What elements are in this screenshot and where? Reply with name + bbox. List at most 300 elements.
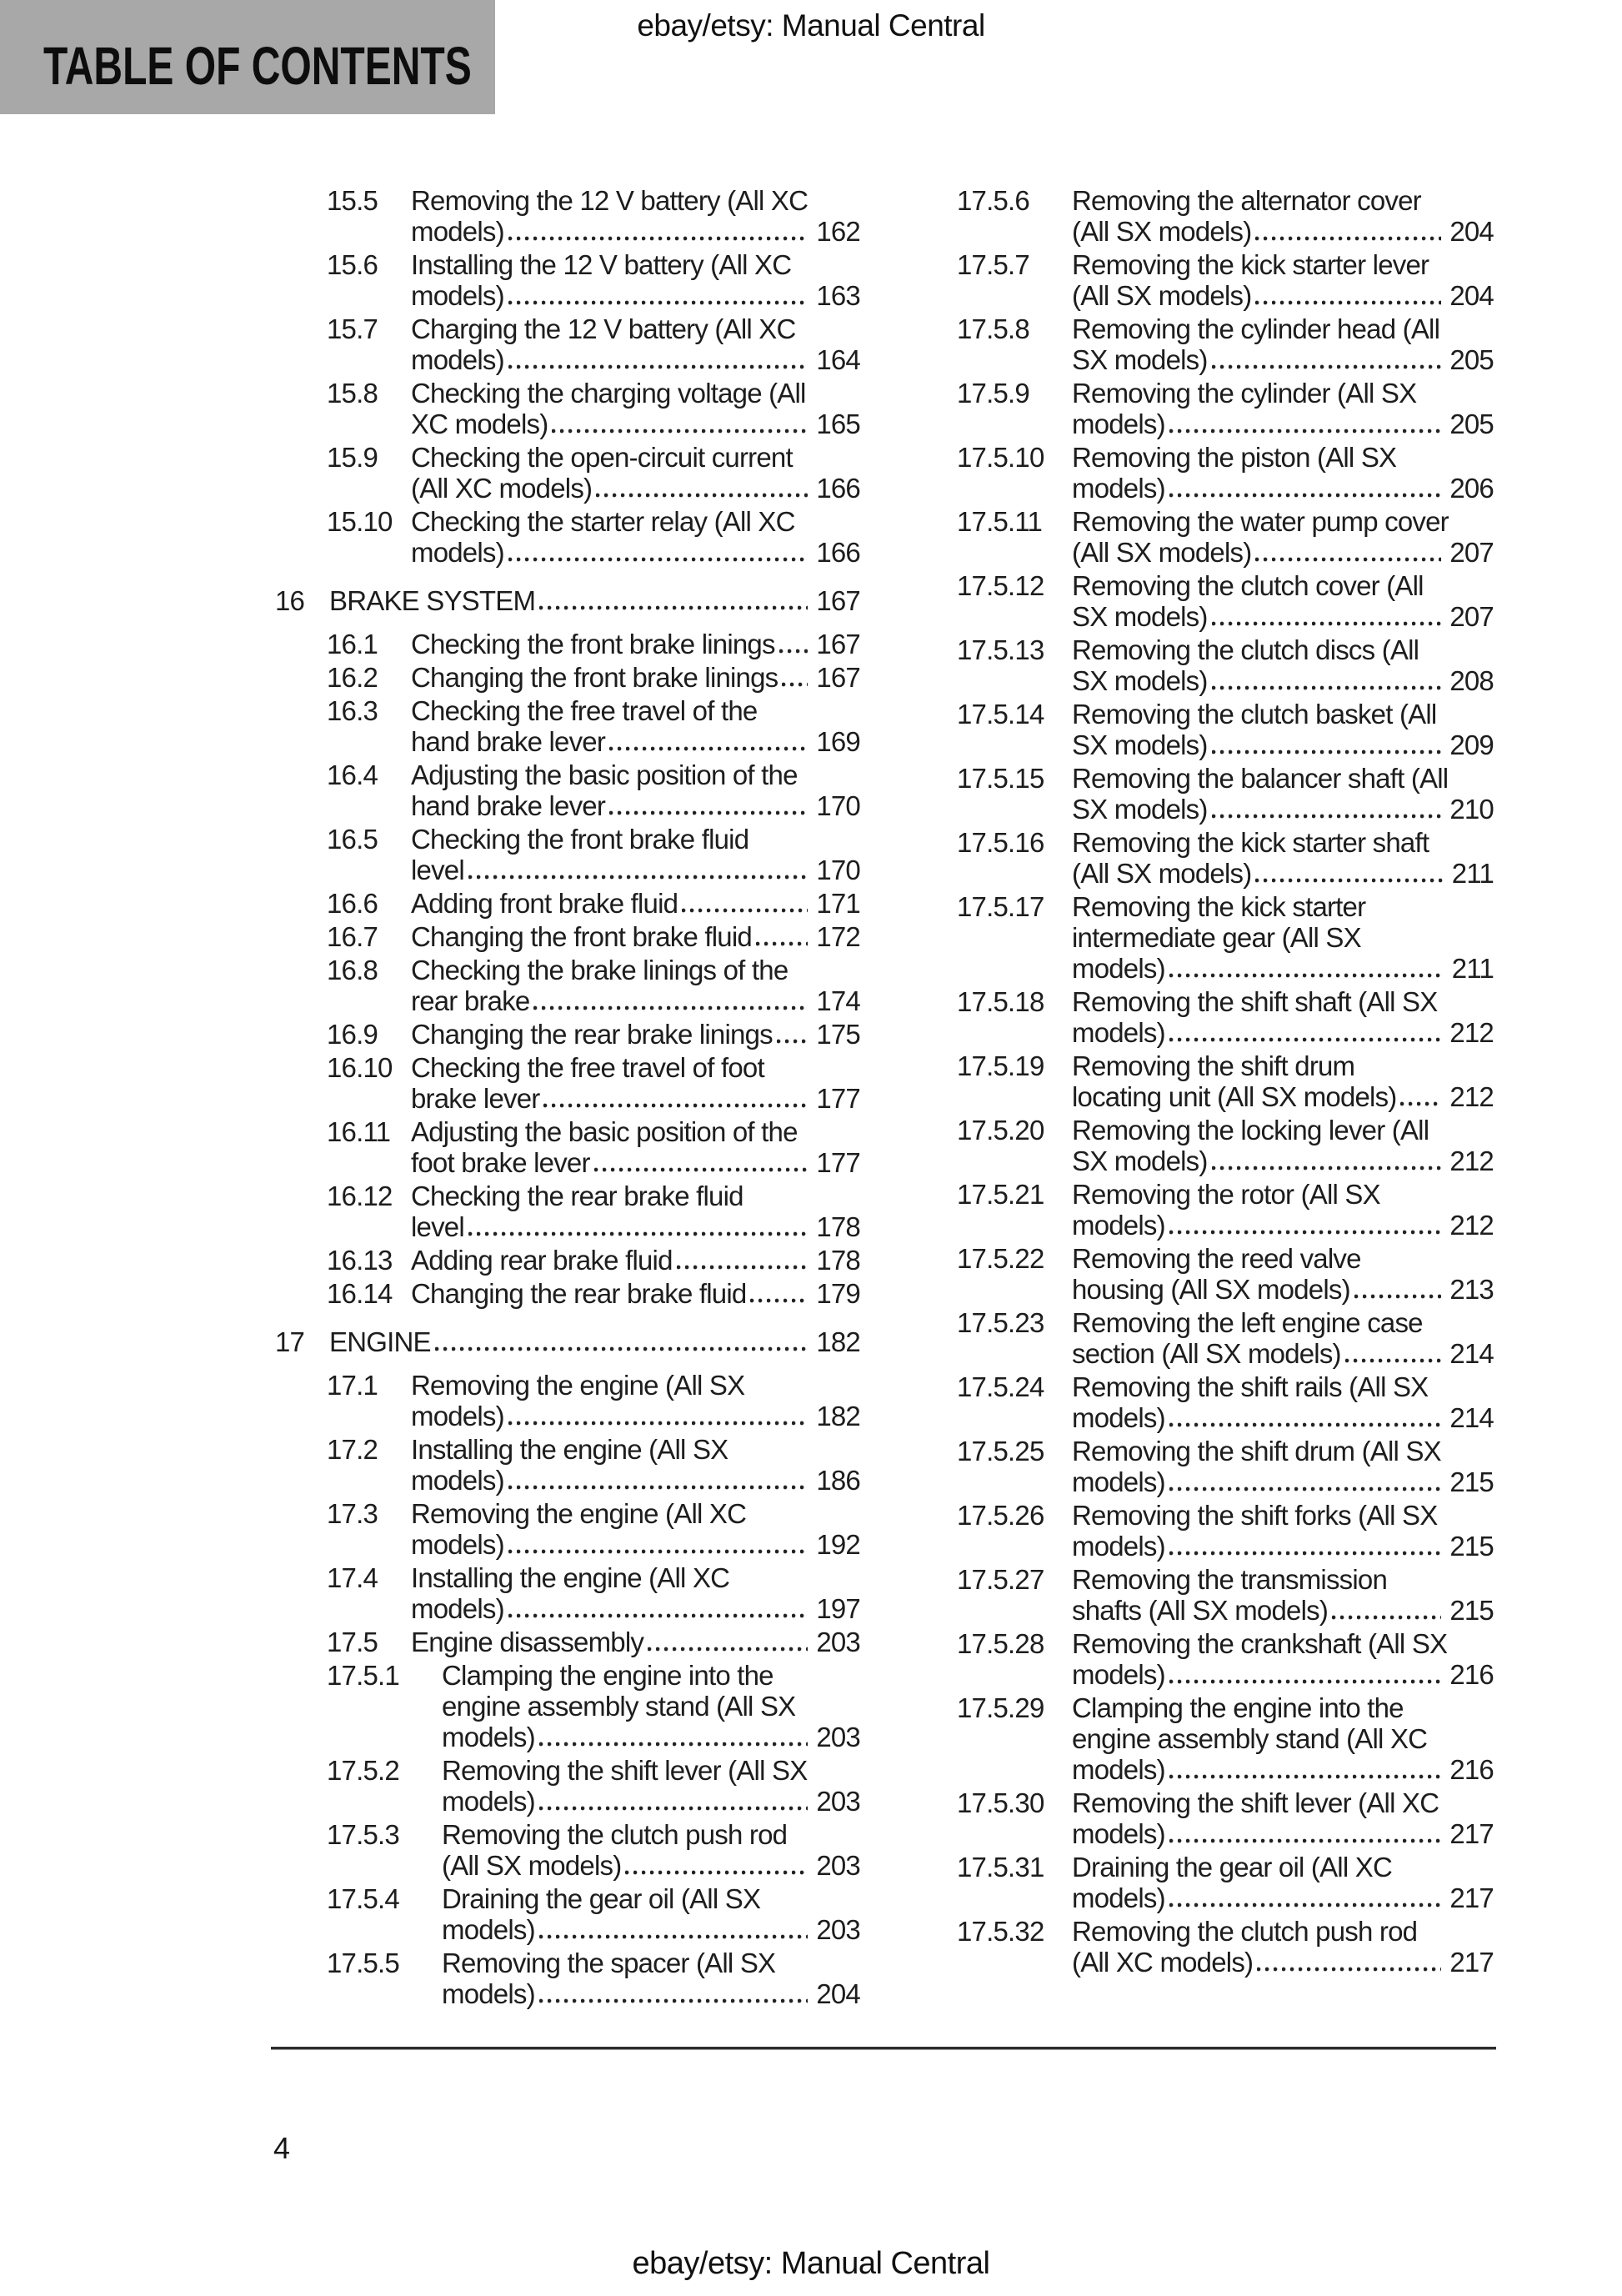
toc-page-number: 216 bbox=[1449, 1659, 1494, 1690]
toc-page-number: 212 bbox=[1449, 1017, 1494, 1048]
toc-entry-last-line bbox=[411, 662, 860, 693]
toc-entry-text: SX models) bbox=[1072, 1145, 1208, 1176]
toc-entry-last-line bbox=[411, 280, 860, 311]
toc-entry-last-line bbox=[411, 1401, 860, 1431]
toc-page-number: 192 bbox=[816, 1529, 860, 1560]
toc-entry bbox=[957, 1628, 1494, 1690]
toc-entry-text: models) bbox=[442, 1978, 535, 2009]
toc-entry-text: (All SX models) bbox=[1072, 858, 1252, 889]
toc-entry-text: models) bbox=[442, 1914, 535, 1945]
toc-page-number: 162 bbox=[816, 216, 860, 247]
toc-entry bbox=[275, 585, 860, 616]
toc-page-number: 214 bbox=[1449, 1338, 1494, 1369]
toc-entry-number: 17.5 bbox=[327, 1627, 378, 1657]
dot-leader bbox=[552, 429, 808, 434]
dot-leader bbox=[594, 1167, 808, 1172]
toc-page-number: 171 bbox=[816, 888, 860, 919]
toc-entry-body bbox=[1072, 506, 1494, 568]
toc-entry-number: 17.5.32 bbox=[957, 1916, 1044, 1947]
toc-entry-text: models) bbox=[1072, 1210, 1165, 1241]
toc-page-number: 178 bbox=[816, 1245, 860, 1276]
toc-entry-body bbox=[1072, 1115, 1494, 1176]
toc-entry-number: 15.5 bbox=[327, 185, 378, 216]
toc-entry-last-line bbox=[411, 537, 860, 568]
toc-entry-body bbox=[411, 1627, 860, 1657]
dot-leader bbox=[648, 1647, 808, 1652]
toc-entry-text-line: Removing the shift drum bbox=[1072, 1050, 1355, 1081]
toc-entry-text-line: Clamping the engine into the bbox=[442, 1660, 773, 1691]
toc-entry-body bbox=[411, 1245, 860, 1276]
toc-entry-number: 17.1 bbox=[327, 1370, 378, 1401]
toc-entry bbox=[275, 1498, 860, 1560]
toc-entry-last-line bbox=[1072, 344, 1494, 375]
toc-entry-body bbox=[1072, 1050, 1494, 1112]
toc-entry-text-line: Removing the shift lever (All XC bbox=[1072, 1787, 1439, 1818]
toc-page-number: 205 bbox=[1449, 344, 1494, 375]
toc-entry-number: 15.6 bbox=[327, 249, 378, 280]
toc-entry-text-line: Removing the locking lever (All bbox=[1072, 1115, 1429, 1145]
toc-entry-number: 17.5.26 bbox=[957, 1500, 1044, 1531]
toc-entry-number: 17.5.18 bbox=[957, 986, 1044, 1017]
toc-entry-text: (All SX models) bbox=[1072, 537, 1252, 568]
toc-entry-last-line bbox=[1072, 858, 1494, 889]
toc-entry-last-line bbox=[329, 585, 860, 616]
toc-entry-body bbox=[1072, 1787, 1494, 1849]
dot-leader bbox=[435, 1346, 808, 1351]
dot-leader bbox=[1169, 1230, 1442, 1235]
toc-entry-text-line: Checking the front brake fluid bbox=[411, 824, 749, 855]
toc-entry bbox=[957, 1564, 1494, 1626]
toc-page-number: 186 bbox=[816, 1465, 860, 1496]
toc-entry-last-line bbox=[1072, 601, 1494, 632]
toc-entry-text: rear brake bbox=[411, 985, 530, 1016]
toc-entry-text-line: Checking the charging voltage (All bbox=[411, 378, 806, 409]
toc-entry-body bbox=[1072, 378, 1494, 439]
dot-leader bbox=[1255, 236, 1441, 241]
toc-entry bbox=[275, 1052, 860, 1114]
toc-entry-text: (All XC models) bbox=[1072, 1947, 1254, 1978]
dot-leader bbox=[1169, 493, 1442, 498]
dot-leader bbox=[782, 682, 808, 687]
toc-entry-last-line bbox=[1072, 1338, 1494, 1369]
toc-entry-text: locating unit (All SX models) bbox=[1072, 1081, 1397, 1112]
toc-entry bbox=[275, 378, 860, 439]
toc-entry-number: 17.5.5 bbox=[327, 1948, 399, 1978]
toc-entry-last-line bbox=[1072, 953, 1494, 984]
toc-entry-number: 17.5.2 bbox=[327, 1755, 399, 1786]
toc-page-number: 166 bbox=[816, 537, 860, 568]
toc-entry-text: SX models) bbox=[1072, 665, 1208, 696]
toc-entry-number: 17.5.22 bbox=[957, 1243, 1044, 1274]
toc-entry-body bbox=[1072, 891, 1494, 984]
toc-entry-number: 17.4 bbox=[327, 1562, 378, 1593]
toc-entry-last-line bbox=[1072, 1017, 1494, 1048]
toc-entry-last-line bbox=[1072, 1210, 1494, 1241]
toc-entry-text: models) bbox=[1072, 1531, 1165, 1562]
toc-entry-text: Adding rear brake fluid bbox=[411, 1245, 673, 1276]
toc-entry-last-line bbox=[1072, 473, 1494, 504]
toc-entry-body bbox=[411, 1498, 860, 1560]
toc-page-number: 182 bbox=[816, 1401, 860, 1431]
toc-entry-body bbox=[442, 1948, 860, 2009]
dot-leader bbox=[1212, 364, 1442, 369]
toc-entry-number: 17.5.16 bbox=[957, 827, 1044, 858]
toc-entry-text: section (All SX models) bbox=[1072, 1338, 1341, 1369]
toc-page-number: 204 bbox=[1449, 280, 1494, 311]
dot-leader bbox=[625, 1870, 808, 1875]
toc-entry bbox=[957, 634, 1494, 696]
toc-entry-text: models) bbox=[442, 1786, 535, 1817]
toc-entry-last-line bbox=[411, 726, 860, 757]
toc-entry-last-line bbox=[411, 985, 860, 1016]
toc-page-number: 216 bbox=[1449, 1754, 1494, 1785]
toc-page-number: 197 bbox=[816, 1593, 860, 1624]
dot-leader bbox=[1169, 1838, 1442, 1843]
toc-entry-number: 16.1 bbox=[327, 629, 378, 659]
toc-entry-body bbox=[1072, 313, 1494, 375]
toc-entry-text-line: Removing the shift forks (All SX bbox=[1072, 1500, 1438, 1531]
toc-entry-text-line: Removing the alternator cover bbox=[1072, 185, 1421, 216]
toc-entry-last-line bbox=[1072, 665, 1494, 696]
toc-entry-last-line bbox=[1072, 1947, 1494, 1978]
toc-entry-text-line: Removing the spacer (All SX bbox=[442, 1948, 776, 1978]
page-title: TABLE OF CONTENTS bbox=[43, 35, 472, 96]
toc-entry-text-line: Removing the water pump cover bbox=[1072, 506, 1449, 537]
toc-entry-number: 16.4 bbox=[327, 759, 378, 790]
toc-page-number: 167 bbox=[816, 585, 860, 616]
dot-leader bbox=[1169, 973, 1444, 978]
toc-entry-text: (All XC models) bbox=[411, 473, 593, 504]
toc-entry-text: SX models) bbox=[1072, 601, 1208, 632]
toc-entry-body bbox=[411, 888, 860, 919]
toc-entry-text-line: Removing the clutch discs (All bbox=[1072, 634, 1419, 665]
toc-entry-text-line: Checking the starter relay (All XC bbox=[411, 506, 795, 537]
toc-entry-body bbox=[411, 662, 860, 693]
toc-entry-last-line bbox=[1072, 794, 1494, 825]
toc-entry-text: models) bbox=[411, 344, 504, 375]
toc-entry-text-line: Removing the piston (All SX bbox=[1072, 442, 1397, 473]
toc-entry-text-line: Removing the shift rails (All SX bbox=[1072, 1371, 1429, 1402]
toc-page-number: 172 bbox=[816, 921, 860, 952]
dot-leader bbox=[1257, 1967, 1441, 1972]
toc-page-number: 207 bbox=[1449, 537, 1494, 568]
toc-page-number: 212 bbox=[1449, 1145, 1494, 1176]
dot-leader bbox=[1400, 1101, 1441, 1106]
toc-entry-last-line bbox=[1072, 1274, 1494, 1305]
toc-entry bbox=[275, 185, 860, 247]
toc-entry bbox=[275, 1755, 860, 1817]
toc-entry-body bbox=[1072, 1371, 1494, 1433]
dot-leader bbox=[1169, 1774, 1442, 1779]
toc-entry-text: models) bbox=[1072, 1017, 1165, 1048]
toc-entry bbox=[957, 986, 1494, 1048]
toc-entry-number: 15.8 bbox=[327, 378, 378, 409]
page-number: 4 bbox=[273, 2131, 291, 2165]
dot-leader bbox=[508, 557, 808, 562]
toc-entry-number: 17.5.4 bbox=[327, 1883, 399, 1914]
toc-entry bbox=[957, 570, 1494, 632]
toc-entry-number: 17.5.12 bbox=[957, 570, 1044, 601]
toc-entry-body bbox=[411, 955, 860, 1016]
toc-entry-body bbox=[411, 1278, 860, 1309]
toc-entry-text: hand brake lever bbox=[411, 790, 606, 821]
dot-leader bbox=[1169, 1902, 1442, 1907]
toc-entry-last-line bbox=[411, 855, 860, 885]
toc-page-number: 164 bbox=[816, 344, 860, 375]
toc-page-number: 179 bbox=[816, 1278, 860, 1309]
toc-page-number: 163 bbox=[816, 280, 860, 311]
dot-leader bbox=[508, 1485, 808, 1490]
toc-entry-body bbox=[411, 249, 860, 311]
toc-entry-body bbox=[1072, 986, 1494, 1048]
toc-entry-last-line bbox=[411, 1465, 860, 1496]
toc-entry-text-line: Charging the 12 V battery (All XC bbox=[411, 313, 796, 344]
toc-entry bbox=[957, 699, 1494, 760]
toc-entry-number: 17.5.31 bbox=[957, 1852, 1044, 1882]
toc-entry-number: 16.7 bbox=[327, 921, 378, 952]
toc-entry-text-line: Installing the engine (All SX bbox=[411, 1434, 728, 1465]
toc-entry-text: models) bbox=[411, 1465, 504, 1496]
toc-entry-number: 17.5.10 bbox=[957, 442, 1044, 473]
toc-entry bbox=[275, 1660, 860, 1752]
toc-entry bbox=[275, 1326, 860, 1357]
toc-entry-text: models) bbox=[411, 1593, 504, 1624]
toc-entry-last-line bbox=[1072, 409, 1494, 439]
toc-entry bbox=[275, 955, 860, 1016]
toc-entry-body bbox=[442, 1819, 860, 1881]
toc-entry-text: ENGINE bbox=[329, 1326, 431, 1357]
dot-leader bbox=[539, 605, 808, 610]
toc-entry bbox=[957, 378, 1494, 439]
toc-entry-body bbox=[1072, 1179, 1494, 1241]
toc-entry-last-line bbox=[411, 1278, 860, 1309]
toc-entry bbox=[957, 1852, 1494, 1913]
toc-entry-body bbox=[1072, 827, 1494, 889]
toc-entry-body bbox=[1072, 570, 1494, 632]
toc-entry-body bbox=[1072, 249, 1494, 311]
toc-entry-last-line bbox=[411, 1529, 860, 1560]
toc-page-number: 208 bbox=[1449, 665, 1494, 696]
footer-divider bbox=[271, 2047, 1496, 2050]
toc-entry bbox=[275, 759, 860, 821]
toc-entry-text: hand brake lever bbox=[411, 726, 606, 757]
toc-entry-number: 17.5.11 bbox=[957, 506, 1043, 537]
dot-leader bbox=[609, 810, 808, 815]
toc-entry-number: 17.5.3 bbox=[327, 1819, 399, 1850]
dot-leader bbox=[779, 649, 808, 654]
toc-entry-text: models) bbox=[1072, 1882, 1165, 1913]
toc-entry-text: SX models) bbox=[1072, 344, 1208, 375]
toc-entry-text-line: Removing the left engine case bbox=[1072, 1307, 1423, 1338]
toc-entry-last-line bbox=[411, 888, 860, 919]
toc-entry-number: 17.5.1 bbox=[327, 1660, 399, 1691]
toc-entry bbox=[957, 1115, 1494, 1176]
toc-page-number: 203 bbox=[816, 1722, 860, 1752]
toc-entry-last-line bbox=[1072, 729, 1494, 760]
toc-entry-number: 17.5.25 bbox=[957, 1436, 1044, 1466]
toc-entry-body bbox=[1072, 1500, 1494, 1562]
toc-page-number: 213 bbox=[1449, 1274, 1494, 1305]
toc-entry bbox=[275, 695, 860, 757]
toc-page-number: 167 bbox=[816, 662, 860, 693]
toc-entry-text: housing (All SX models) bbox=[1072, 1274, 1350, 1305]
toc-page-number: 177 bbox=[816, 1147, 860, 1178]
toc-entry-body bbox=[411, 921, 860, 952]
toc-entry-number: 16.8 bbox=[327, 955, 378, 985]
toc-entry-text-line: Draining the gear oil (All SX bbox=[442, 1883, 761, 1914]
toc-page-number: 215 bbox=[1449, 1531, 1494, 1562]
toc-page-number: 217 bbox=[1449, 1882, 1494, 1913]
toc-entry-number: 17.5.24 bbox=[957, 1371, 1044, 1402]
toc-entry-body bbox=[411, 442, 860, 504]
toc-entry-last-line bbox=[411, 1147, 860, 1178]
toc-entry bbox=[957, 1371, 1494, 1433]
toc-entry bbox=[275, 629, 860, 659]
toc-entry-text-line: Removing the shift lever (All SX bbox=[442, 1755, 808, 1786]
toc-entry-last-line bbox=[411, 409, 860, 439]
toc-entry-last-line bbox=[442, 1850, 860, 1881]
toc-entry-number: 17.5.13 bbox=[957, 634, 1044, 665]
toc-entry-last-line bbox=[411, 1211, 860, 1242]
toc-page-number: 209 bbox=[1449, 729, 1494, 760]
toc-page-number: 215 bbox=[1449, 1595, 1494, 1626]
toc-page-number: 203 bbox=[816, 1786, 860, 1817]
toc-entry-body bbox=[1072, 763, 1494, 825]
toc-entry-number: 15.10 bbox=[327, 506, 393, 537]
toc-entry bbox=[957, 1692, 1494, 1785]
toc-entry-last-line bbox=[411, 790, 860, 821]
toc-entry-text-line: Removing the kick starter shaft bbox=[1072, 827, 1429, 858]
toc-entry bbox=[275, 442, 860, 504]
toc-entry-text: SX models) bbox=[1072, 794, 1208, 825]
toc-entry-text: Changing the rear brake linings bbox=[411, 1019, 773, 1050]
toc-entry-body bbox=[329, 1326, 860, 1357]
toc-entry-body bbox=[411, 378, 860, 439]
toc-entry-number: 16.6 bbox=[327, 888, 378, 919]
toc-entry bbox=[275, 824, 860, 885]
toc-entry-body bbox=[411, 1562, 860, 1624]
toc-page-number: 203 bbox=[816, 1850, 860, 1881]
toc-entry bbox=[957, 1050, 1494, 1112]
dot-leader bbox=[508, 300, 808, 305]
toc-entry-text: Changing the rear brake fluid bbox=[411, 1278, 747, 1309]
toc-entry-text: models) bbox=[411, 216, 504, 247]
toc-entry-text-line: Checking the rear brake fluid bbox=[411, 1181, 743, 1211]
toc-page-number: 211 bbox=[1451, 953, 1494, 984]
dot-leader bbox=[1169, 429, 1442, 434]
toc-entry bbox=[275, 1562, 860, 1624]
toc-entry-text-line: Removing the crankshaft (All SX bbox=[1072, 1628, 1448, 1659]
toc-entry-text: models) bbox=[1072, 953, 1165, 984]
toc-entry bbox=[275, 1883, 860, 1945]
toc-page-number: 206 bbox=[1449, 473, 1494, 504]
toc-entry bbox=[957, 1787, 1494, 1849]
toc-entry-text: models) bbox=[1072, 409, 1165, 439]
toc-entry-text-line: Adjusting the basic position of the bbox=[411, 759, 798, 790]
dot-leader bbox=[1169, 1422, 1442, 1427]
toc-entry-body bbox=[411, 506, 860, 568]
title-banner bbox=[0, 0, 495, 114]
toc-entry-body bbox=[1072, 1628, 1494, 1690]
toc-entry bbox=[275, 1245, 860, 1276]
toc-entry-text: SX models) bbox=[1072, 729, 1208, 760]
toc-entry-number: 17.5.28 bbox=[957, 1628, 1044, 1659]
toc-entry bbox=[275, 313, 860, 375]
toc-entry-text: Engine disassembly bbox=[411, 1627, 644, 1657]
toc-entry-last-line bbox=[411, 1019, 860, 1050]
toc-entry-text: shafts (All SX models) bbox=[1072, 1595, 1329, 1626]
toc-entry-body bbox=[1072, 1564, 1494, 1626]
dot-leader bbox=[508, 1613, 808, 1618]
dot-leader bbox=[682, 908, 808, 913]
toc-entry-body bbox=[411, 1370, 860, 1431]
toc-entry bbox=[957, 506, 1494, 568]
dot-leader bbox=[1212, 749, 1442, 754]
toc-entry-number: 16.2 bbox=[327, 662, 378, 693]
toc-page-number: 178 bbox=[816, 1211, 860, 1242]
dot-leader bbox=[1332, 1615, 1441, 1620]
toc-entry-text: level bbox=[411, 1211, 464, 1242]
toc-entry bbox=[275, 249, 860, 311]
toc-entry-last-line bbox=[411, 1245, 860, 1276]
toc-entry-text-line: Removing the cylinder head (All bbox=[1072, 313, 1440, 344]
toc-entry-number: 17.5.29 bbox=[957, 1692, 1044, 1723]
toc-entry-text: models) bbox=[411, 1401, 504, 1431]
toc-entry bbox=[275, 1019, 860, 1050]
toc-entry-text-line: intermediate gear (All SX bbox=[1072, 922, 1361, 953]
toc-entry bbox=[275, 506, 860, 568]
toc-page-number: 182 bbox=[816, 1326, 860, 1357]
toc-page-number: 215 bbox=[1449, 1466, 1494, 1497]
toc-entry bbox=[957, 185, 1494, 247]
toc-entry-body bbox=[411, 1434, 860, 1496]
dot-leader bbox=[539, 1934, 808, 1939]
toc-page-number: 205 bbox=[1449, 409, 1494, 439]
toc-entry bbox=[275, 1181, 860, 1242]
toc-entry-number: 17.5.21 bbox=[957, 1179, 1044, 1210]
toc-page-number: 211 bbox=[1451, 858, 1494, 889]
toc-entry-body bbox=[442, 1660, 860, 1752]
toc-entry-text: models) bbox=[1072, 1402, 1165, 1433]
toc-entry bbox=[275, 1434, 860, 1496]
toc-entry-number: 16.5 bbox=[327, 824, 378, 855]
toc-entry-body bbox=[411, 824, 860, 885]
toc-page-number: 169 bbox=[816, 726, 860, 757]
toc-entry-body bbox=[411, 629, 860, 659]
toc-entry-text-line: Removing the rotor (All SX bbox=[1072, 1179, 1380, 1210]
toc-page-number: 170 bbox=[816, 855, 860, 885]
toc-entry-body bbox=[1072, 1692, 1494, 1785]
toc-entry-text: Changing the front brake fluid bbox=[411, 921, 752, 952]
dot-leader bbox=[539, 1806, 808, 1811]
toc-entry bbox=[275, 662, 860, 693]
toc-entry-text-line: Removing the shift shaft (All SX bbox=[1072, 986, 1438, 1017]
toc-page-number: 210 bbox=[1449, 794, 1494, 825]
toc-column-right bbox=[957, 185, 1494, 1980]
dot-leader bbox=[1212, 685, 1442, 690]
toc-entry-last-line bbox=[1072, 1402, 1494, 1433]
toc-entry-number: 17.5.8 bbox=[957, 313, 1029, 344]
toc-entry bbox=[957, 1500, 1494, 1562]
toc-entry-number: 15.9 bbox=[327, 442, 378, 473]
toc-entry-last-line bbox=[442, 1722, 860, 1752]
toc-entry-last-line bbox=[1072, 1659, 1494, 1690]
toc-entry-last-line bbox=[411, 1593, 860, 1624]
toc-entry-body bbox=[1072, 699, 1494, 760]
toc-entry-text: models) bbox=[442, 1722, 535, 1752]
toc-entry-body bbox=[1072, 634, 1494, 696]
toc-entry-text-line: Adjusting the basic position of the bbox=[411, 1116, 798, 1147]
